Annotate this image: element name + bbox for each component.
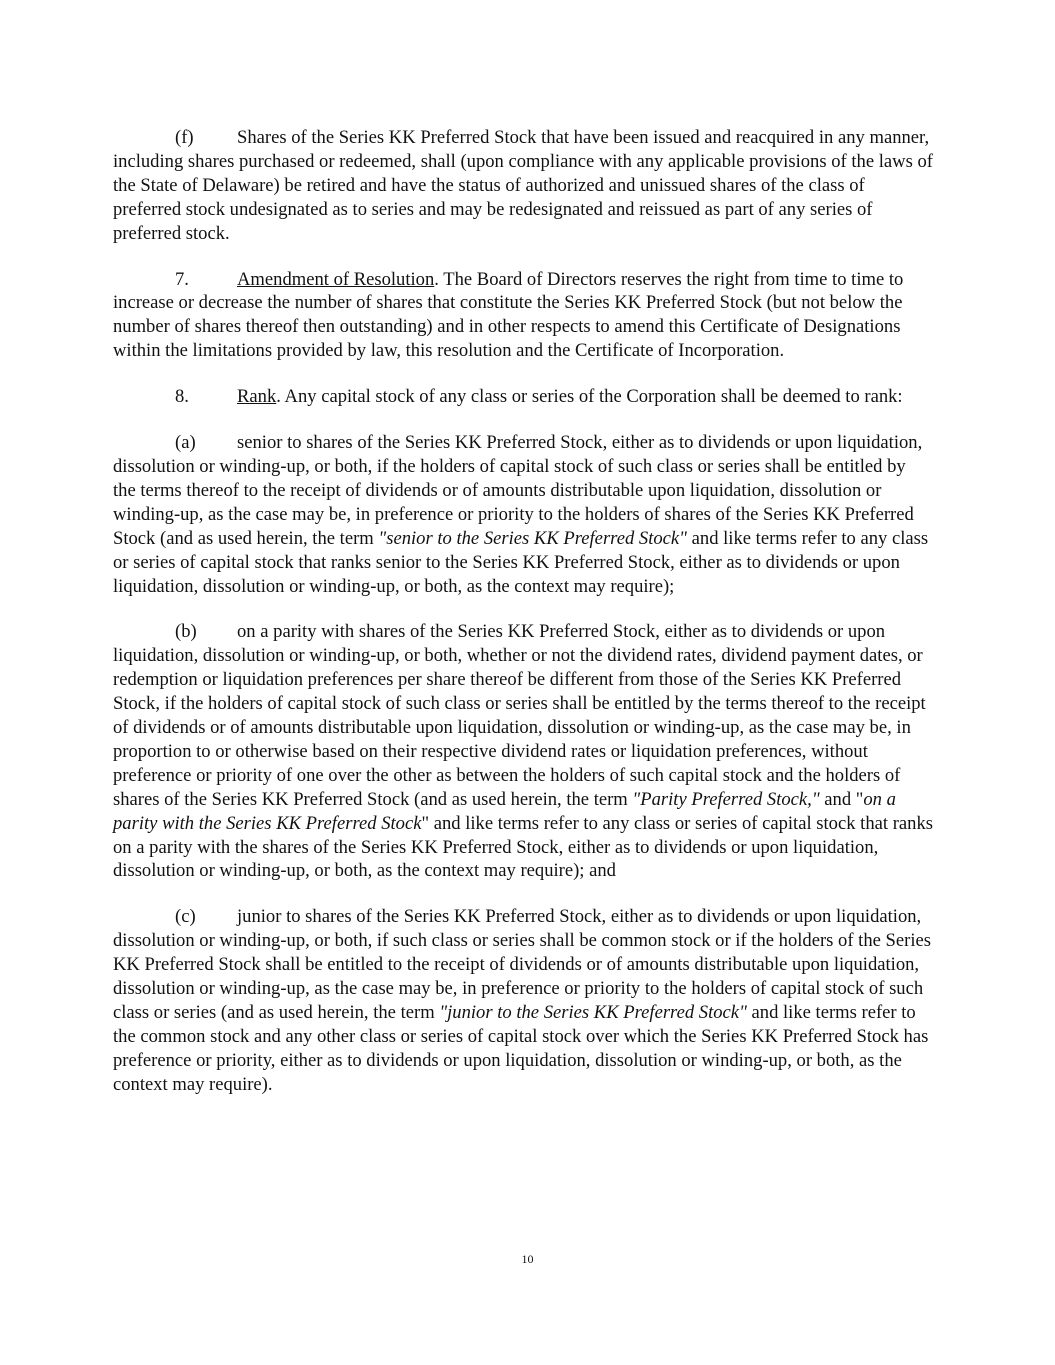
- paragraph-b-defined-term-1: "Parity Preferred Stock,": [632, 788, 820, 810]
- section-8: [113, 385, 933, 409]
- paragraph-c-text-1: junior to shares of the Series KK Preferred Stock, either as to dividends or upon liquidation, dissolution or winding-up, or both, if such class or series shall be common stock or if the holders of the Series KK Preferred Stock shall be entitled to the receipt of dividends or of amounts distributable upon liquidation, dissolution or winding-up, as the case may be, in preference or priority to the holders of capital stock of such class or series (and as used herein, the term: [113, 906, 931, 1023]
- section-8-text: Any capital stock of any class or series of the Corporation shall be deemed to rank:: [280, 386, 903, 408]
- section-7: [113, 268, 933, 364]
- document-page: [113, 126, 933, 1119]
- section-8-heading-punct: .: [276, 386, 281, 408]
- paragraph-b-text-1: on a parity with shares of the Series KK Preferred Stock, either as to dividends or upon liquidation, dissolution or winding-up, or both, whether or not the dividend rates, dividend payment dates, or redemption or liquidation preferences per share thereof be different from those of the Series KK Preferred Stock, if the holders of capital stock of such class or series shall be entitled by the terms thereof to the receipt of dividends or of amounts distributable upon liquidation, dissolution or winding-up, as the case may be, in proportion to or otherwise based on their respective dividend rates or liquidation preferences, without preference or priority of one over the other as between the holders of such capital stock and the holders of shares of the Series KK Preferred Stock (and as used herein, the term: [113, 621, 926, 810]
- section-7-number: 7.: [175, 268, 189, 290]
- page-number: 10: [521, 1252, 534, 1266]
- paragraph-f: [113, 126, 933, 246]
- paragraph-a-text-2: and like terms refer to any class or series of capital stock that ranks senior to the Series KK Preferred Stock, either as to dividends or upon liquidation, dissolution or winding-up, or both, as the context may require);: [113, 527, 929, 597]
- paragraph-c-text-2: and like terms refer to the common stock and any other class or series of capital stock over which the Series KK Preferred Stock has preference or priority, either as to dividends or upon liquidation, dissolution or winding-up, or both, as the context may require).: [113, 1002, 929, 1095]
- paragraph-b-defined-term-2: on a parity with the Series KK Preferred Stock: [113, 788, 896, 834]
- paragraph-c: [113, 905, 933, 1096]
- paragraph-a-defined-term: "senior to the Series KK Preferred Stock": [378, 527, 687, 549]
- section-8-heading: Rank: [237, 386, 277, 408]
- section-7-heading-punct: .: [434, 268, 439, 290]
- paragraph-c-label: (c): [175, 906, 196, 928]
- paragraph-b-text-3: " and like terms refer to any class or series of capital stock that ranks on a parity with the shares of the Series KK Preferred Stock, either as to dividends or upon liquidation, dissolution or winding-up, or both, as the context may require); and: [113, 812, 933, 882]
- paragraph-f-text: Shares of the Series KK Preferred Stock that have been issued and reacquired in any manner, including shares purchased or redeemed, shall (upon compliance with any applicable provisions of the laws of the State of Delaware) be retired and have the status of authorized and unissued shares of the class of preferred stock undesignated as to series and may be redesignated and reissued as part of any series of preferred stock.: [113, 127, 933, 244]
- paragraph-c-defined-term: "junior to the Series KK Preferred Stock": [439, 1002, 747, 1023]
- paragraph-b-text-2: and ": [819, 788, 864, 810]
- section-7-heading: Amendment of Resolution: [237, 268, 435, 290]
- paragraph-f-label: (f): [175, 127, 194, 148]
- paragraph-a-text-1: senior to shares of the Series KK Preferred Stock, either as to dividends or upon liquidation, dissolution or winding-up, or both, if the holders of capital stock of such class or series shall be entitled by the terms thereof to the receipt of dividends or of amounts distributable upon liquidation, dissolution or winding-up, as the case may be, in preference or priority to the holders of shares of the Series KK Preferred Stock (and as used herein, the term: [113, 432, 923, 549]
- section-7-text: The Board of Directors reserves the right from time to time to increase or decrease the number of shares that constitute the Series KK Preferred Stock (but not below the number of shares thereof then outstanding) and in other respects to amend this Certificate of Designations within the limitations provided by law, this resolution and the Certificate of Incorporation.: [113, 268, 904, 362]
- section-8-number: 8.: [175, 386, 189, 408]
- paragraph-a-label: (a): [175, 432, 196, 454]
- paragraph-b-label: (b): [175, 621, 197, 643]
- paragraph-a: [113, 431, 933, 598]
- paragraph-b: [113, 620, 933, 883]
